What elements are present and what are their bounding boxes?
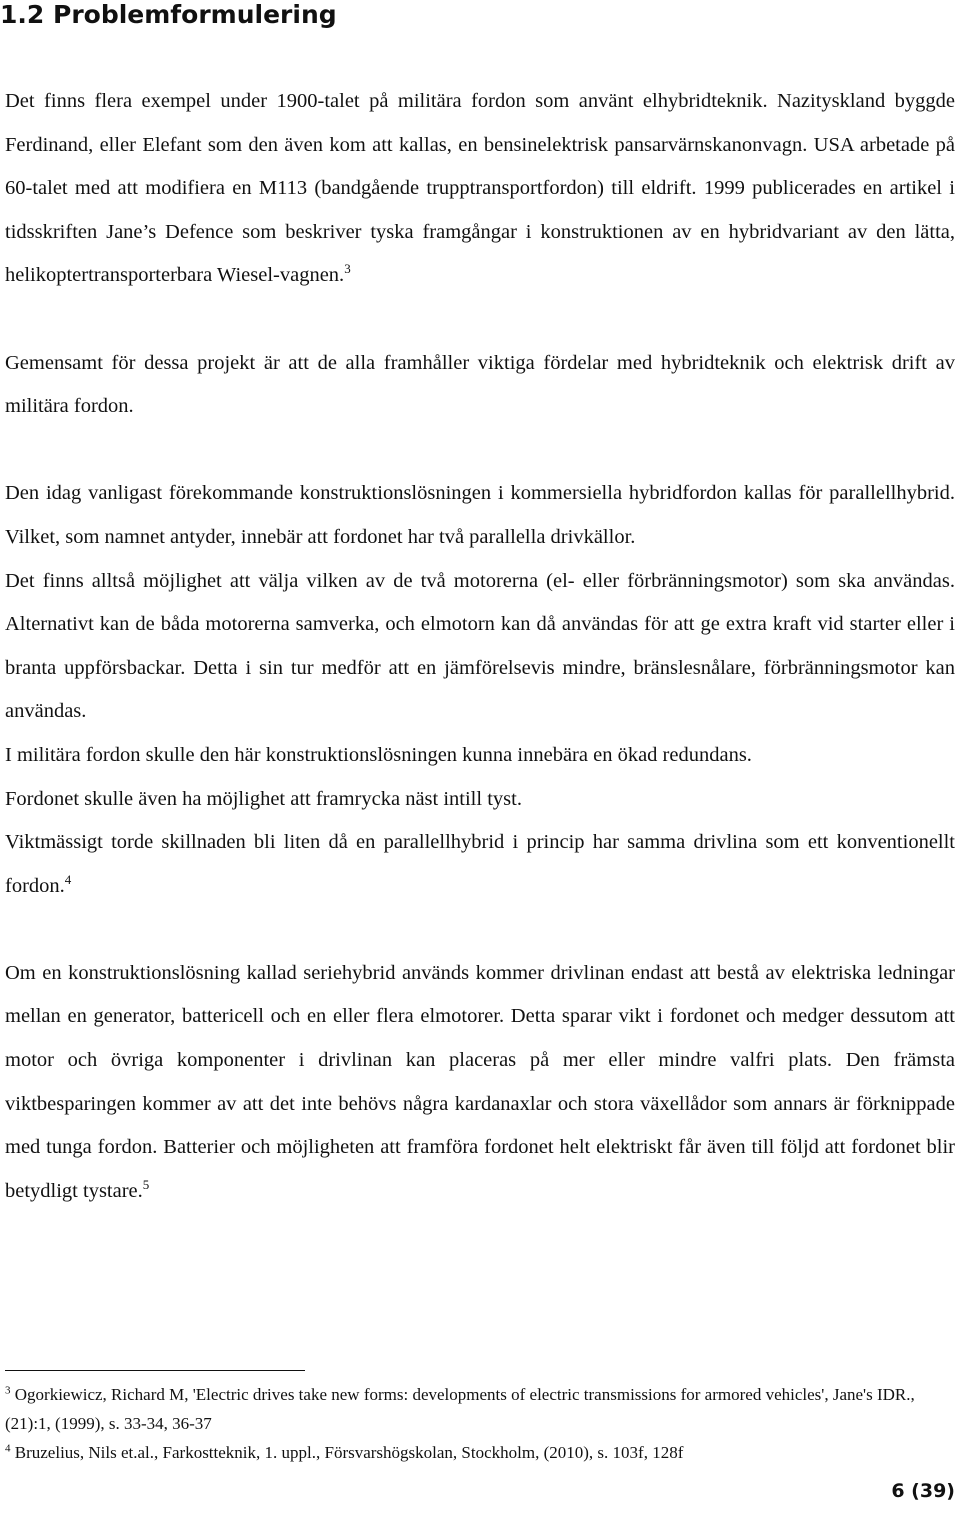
footnote-4 bbox=[5, 1438, 955, 1467]
footnotes bbox=[5, 1380, 955, 1467]
footnote-ref-4[interactable]: 4 bbox=[64, 871, 72, 887]
paragraph-weight bbox=[5, 821, 955, 908]
paragraph-redundancy: I militära fordon skulle den här konstruktionslösningen kunna innebära en ökad redundans. bbox=[5, 743, 752, 766]
body-text bbox=[5, 80, 955, 1213]
footnote-3 bbox=[5, 1380, 955, 1438]
footnote-text: Bruzelius, Nils et.al., Farkostteknik, 1. uppl., Försvarshögskolan, Stockholm, (2010), s. 103f, 128f bbox=[14, 1443, 684, 1462]
footnote-number: 3 bbox=[5, 1384, 11, 1397]
section-heading: 1.2 Problemformulering bbox=[0, 0, 337, 29]
paragraph-series-hybrid-text: Om en konstruktionslösning kallad seriehybrid används kommer drivlinan endast att bestå av elektriska ledningar mellan en generator, battericell och en eller flera elmotorer. Detta sparar vikt i fordonet och medger dessutom att motor och övriga komponenter i drivlinan kan placeras på mer eller mindre valfri plats. Den främsta viktbesparingen kommer av att det inte behövs några kardanaxlar och stora växellådor som annars är förknippade med tunga fordon. Batterier och möjligheten att framföra fordonet helt elektriskt får även till följd att fordonet blir betydligt tystare. bbox=[5, 961, 955, 1202]
footnote-divider bbox=[5, 1370, 305, 1371]
paragraph-weight-text: Viktmässigt torde skillnaden bli liten då en parallellhybrid i princip har samma drivlina som ett konventionellt fordon. bbox=[5, 831, 955, 897]
page-number: 6 (39) bbox=[891, 1480, 955, 1502]
paragraph-series-hybrid bbox=[5, 952, 955, 1214]
paragraph-history-text: Det finns flera exempel under 1900-talet på militära fordon som använt elhybridteknik. Nazityskland byggde Ferdinand, eller Elefant som den även kom att kallas, en bensinelektrisk pansarvärnskanonvagn. USA arbetade på 60-talet med att modifiera en M113 (bandgående trupptransportfordon) till eldrift. 1999 publicerades en artikel i tidsskriften Jane’s Defence som beskriver tyska framgångar i konstruktionen av en hybridvariant av den lätta, helikoptertransporterbara Wiesel-vagnen. bbox=[5, 90, 955, 287]
footnote-ref-3[interactable]: 3 bbox=[344, 261, 351, 277]
footnote-ref-5[interactable]: 5 bbox=[142, 1177, 150, 1193]
paragraph-silent: Fordonet skulle även ha möjlighet att framrycka näst intill tyst. bbox=[5, 787, 522, 810]
paragraph-common: Gemensamt för dessa projekt är att de alla framhåller viktiga fördelar med hybridteknik och elektrisk drift av militära fordon. bbox=[5, 351, 955, 418]
footnote-text: Ogorkiewicz, Richard M, 'Electric drives take new forms: developments of electric transmissions for armored vehicles', Jane's IDR., (21):1, (1999), s. 33-34, 36-37 bbox=[5, 1385, 915, 1433]
paragraph-motor-choice: Det finns alltså möjlighet att välja vilken av de två motorerna (el- eller förbränningsmotor) som ska användas. Alternativt kan de båda motorerna samverka, och elmotorn kan då användas för att ge extra kraft vid starter eller i branta uppförsbackar. Detta i sin tur medför att en jämförelsevis mindre, bränslesnålare, förbränningsmotor kan användas. bbox=[5, 569, 955, 723]
footnote-number: 4 bbox=[5, 1442, 11, 1455]
paragraph-parallel-hybrid: Den idag vanligast förekommande konstruktionslösningen i kommersiella hybridfordon kallas för parallellhybrid. Vilket, som namnet antyder, innebär att fordonet har två parallella drivkällor. bbox=[5, 482, 955, 548]
paragraph-history bbox=[5, 80, 955, 298]
